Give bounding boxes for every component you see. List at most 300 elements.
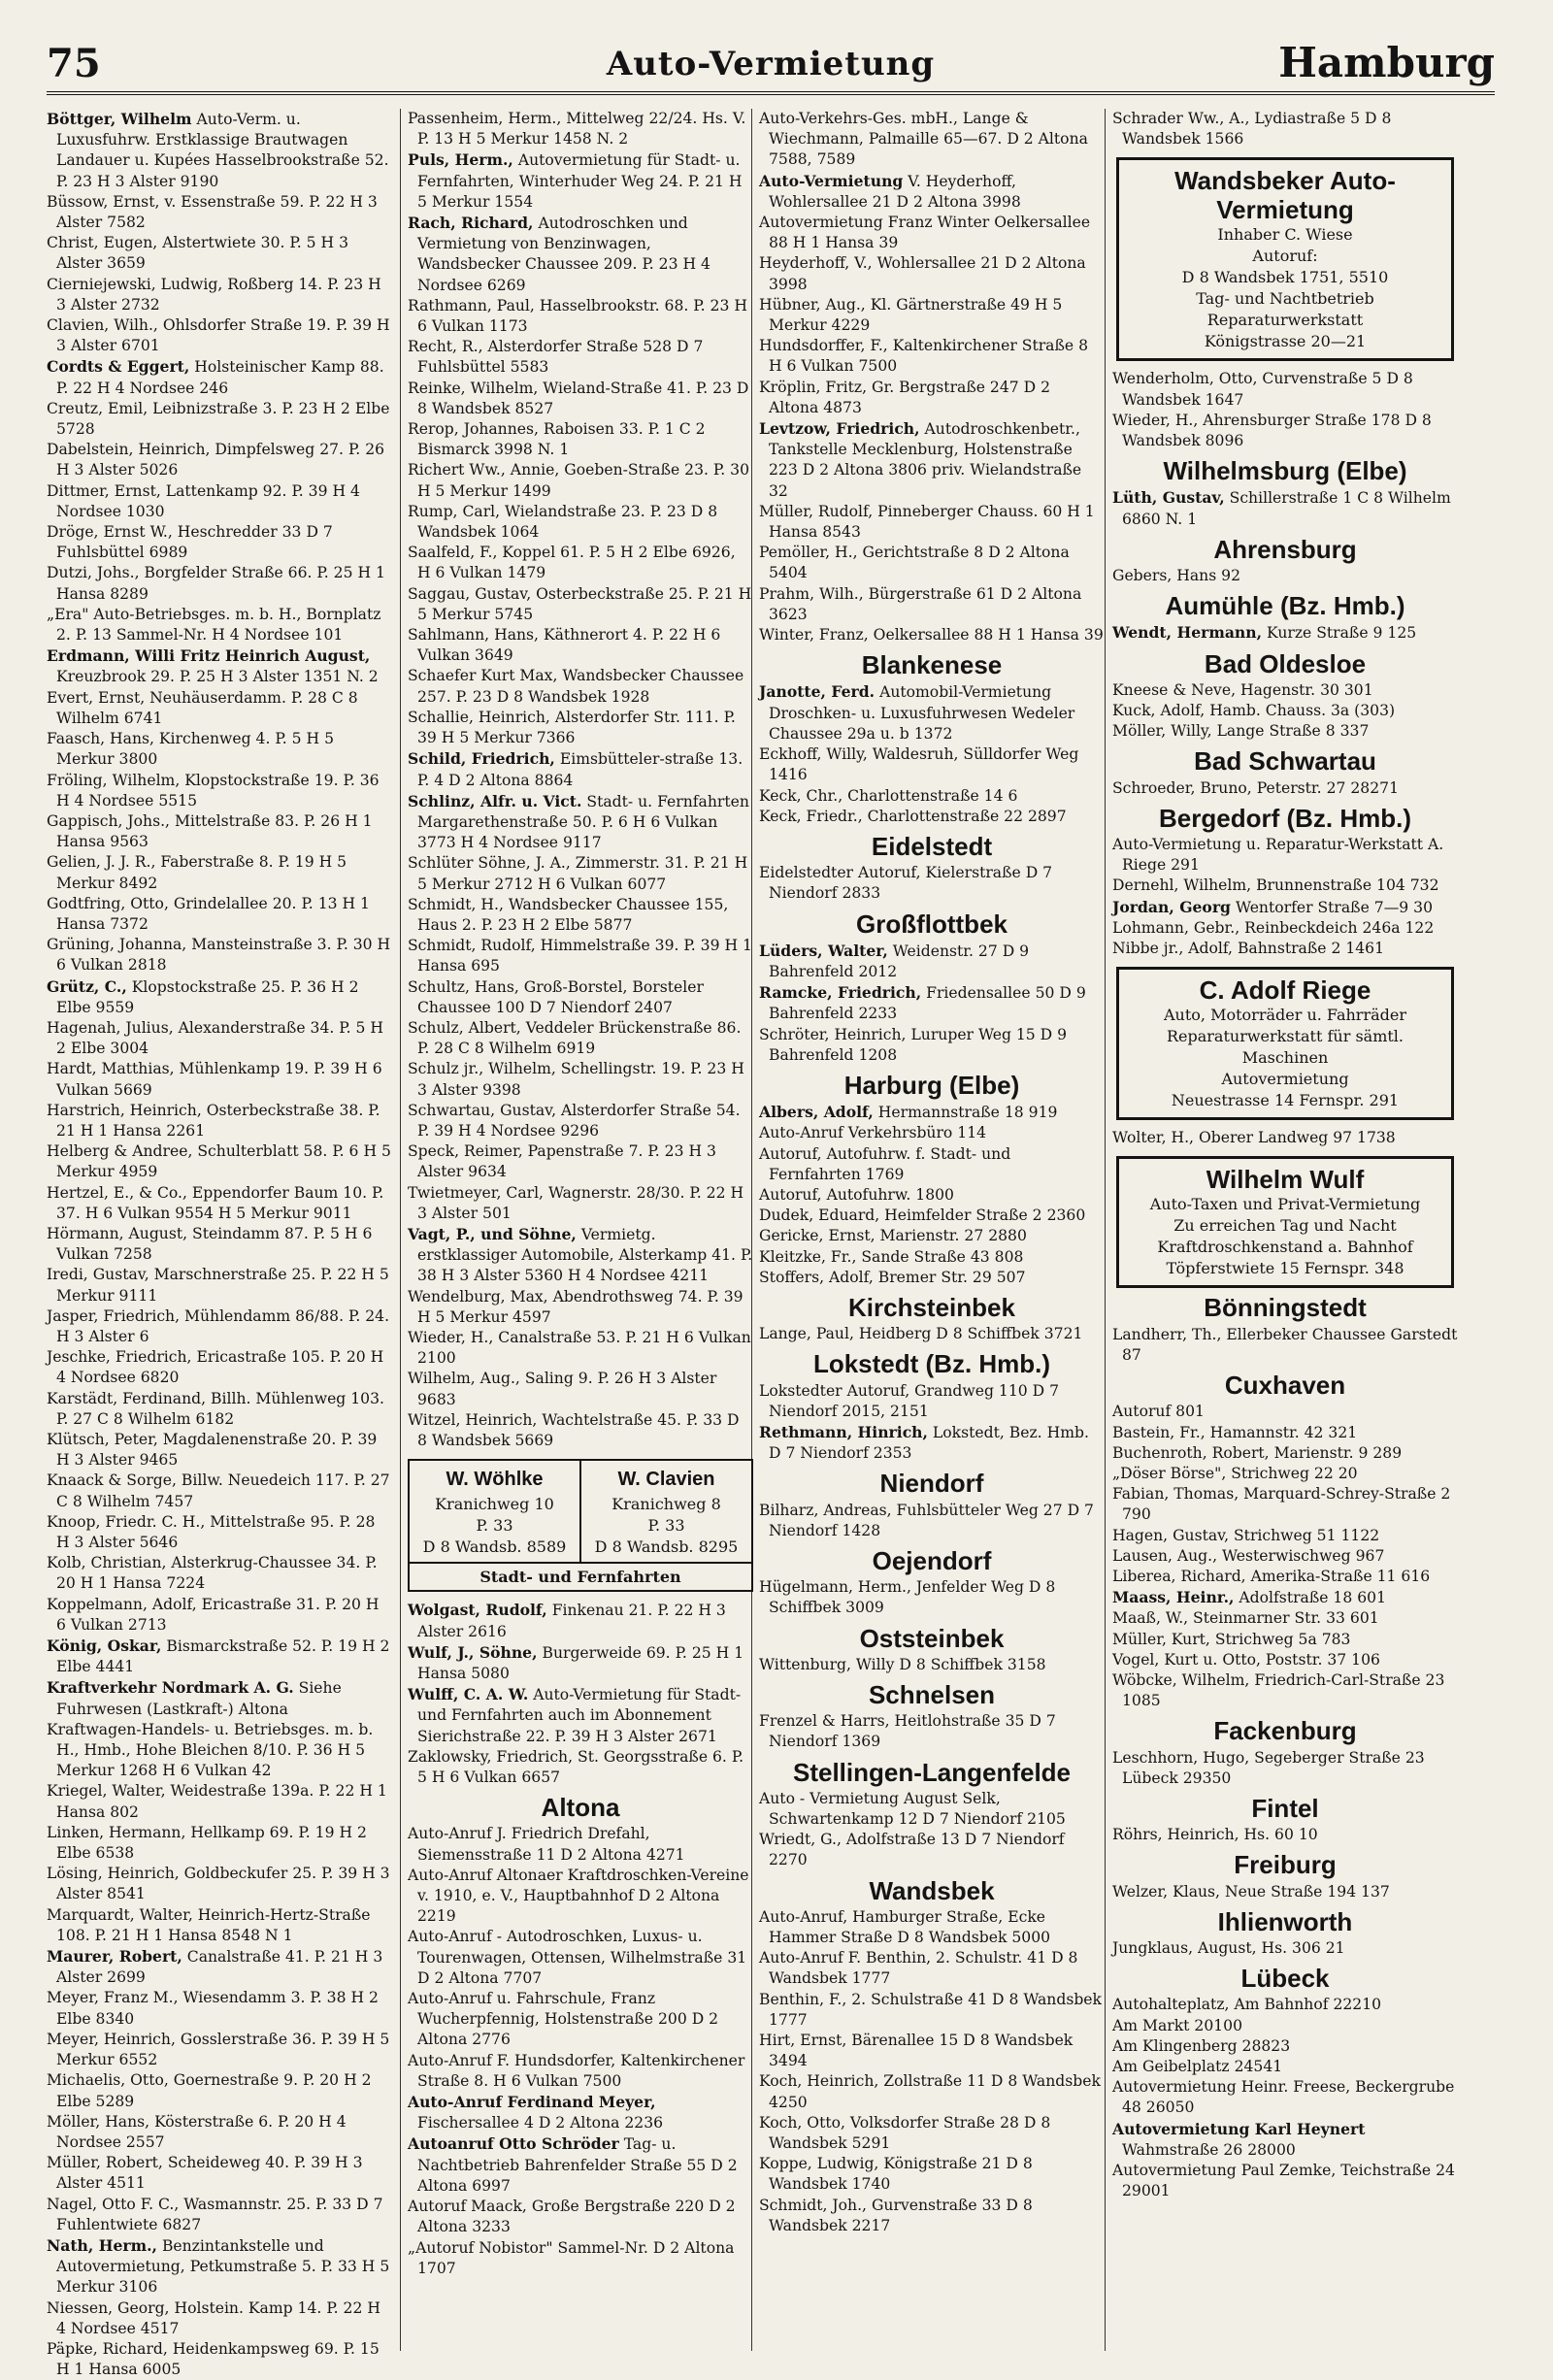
directory-entry: [1112, 1484, 1458, 1525]
entry-details: Holsteinischer Kamp 88. P. 22 H 4 Nordsee 246: [56, 358, 384, 397]
entry-details: Leschhorn, Hugo, Segeberger Straße 23 Lübeck 29350: [1112, 1748, 1425, 1787]
entry-details: Helberg & Andree, Schulterblatt 58. P. 6 H 5 Merkur 4959: [47, 1142, 391, 1181]
directory-entry: [1112, 897, 1458, 918]
ad-title: W. Wöhlke: [446, 1469, 544, 1491]
directory-entry: [47, 2235, 392, 2298]
entry-details: Schmidt, Rudolf, Himmelstraße 39. P. 39 H 1 Hansa 695: [408, 937, 752, 975]
directory-entry: [47, 1946, 392, 1988]
directory-entry: [1112, 1402, 1458, 1422]
entry-details: Prahm, Wilh., Bürgerstraße 61 D 2 Altona 3623: [759, 584, 1082, 623]
directory-entry: [759, 1226, 1105, 1246]
directory-entry: [408, 853, 753, 894]
ad-line: Töpferstwiete 15 Fernspr. 348: [1166, 1259, 1404, 1278]
directory-entry: [759, 1144, 1105, 1185]
entry-name: Auto-Anruf Ferdinand Meyer,: [408, 2093, 656, 2112]
directory-entry: [408, 379, 753, 419]
ad-line: Kranichweg 8: [611, 1495, 721, 1514]
town-heading: Bergedorf (Bz. Hmb.): [1159, 803, 1411, 833]
directory-entry: [47, 1389, 392, 1430]
directory-entry: [47, 1677, 392, 1719]
entry-details: Gelien, J. J. R., Faberstraße 8. P. 19 H 5 Merkur 8492: [47, 853, 347, 892]
directory-entry: [1112, 487, 1458, 529]
entry-details: Auto - Vermietung August Selk, Schwartenkamp 12 D 7 Niendorf 2105: [759, 1789, 1066, 1829]
ad-title: C. Adolf Riege: [1199, 975, 1371, 1006]
directory-entry: [408, 502, 753, 543]
entry-details: Röhrs, Heinrich, Hs. 60 10: [1112, 1826, 1318, 1844]
entry-details: Twietmeyer, Carl, Wagnerstr. 28/30. P. 22 H 3 Alster 501: [408, 1183, 744, 1222]
entry-details: Wenderholm, Otto, Curvenstraße 5 D 8 Wandsbek 1647: [1112, 370, 1413, 409]
advertisement-box: [410, 1461, 581, 1562]
entry-details: Recht, R., Alsterdorfer Straße 528 D 7 Fuhlsbüttel 5583: [408, 338, 704, 377]
directory-entry: [47, 976, 392, 1018]
directory-entry: [408, 419, 753, 460]
entry-details: Auto-Vermietung u. Reparatur-Werkstatt A. Riege 291: [1112, 836, 1444, 875]
directory-entry: [1112, 411, 1458, 451]
entry-details: Schillerstraße 1 C 8 Wilhelm 6860 N. 1: [1122, 489, 1451, 528]
entry-details: Hagen, Gustav, Strichweg 51 1122: [1112, 1526, 1380, 1544]
directory-entry: [47, 440, 392, 480]
entry-details: Hirt, Ernst, Bärenallee 15 D 8 Wandsbek 3494: [759, 2032, 1074, 2070]
directory-entry: [408, 1824, 753, 1865]
entry-details: Kreuzbrook 29. P. 25 H 3 Alster 1351 N. 2: [56, 668, 379, 686]
entry-details: Wendelburg, Max, Abendrothsweg 74. P. 39 H 5 Merkur 4597: [408, 1287, 743, 1326]
directory-entry: [47, 2298, 392, 2339]
entry-details: Wilhelm, Aug., Saling 9. P. 26 H 3 Alster 9683: [408, 1370, 717, 1408]
entry-name: Albers, Adolf,: [759, 1103, 874, 1122]
ad-line: Zu erreichen Tag und Nacht: [1173, 1216, 1397, 1236]
entry-details: Tag- u. Nachtbetrieb Bahrenfelder Straße 55 D 2 Altona 6997: [417, 2135, 738, 2195]
directory-entry: [47, 935, 392, 975]
directory-entry: [47, 688, 392, 729]
entry-details: Kolb, Christian, Alsterkrug-Chaussee 34. P. 20 H 1 Hansa 7224: [47, 1554, 378, 1593]
entry-details: Karstädt, Ferdinand, Billh. Mühlenweg 103. P. 27 C 8 Wilhelm 6182: [47, 1389, 384, 1428]
directory-entry: [47, 1430, 392, 1471]
entry-details: Vermietg. erstklassiger Automobile, Alsterkamp 41. P. 38 H 3 Alster 5360 H 4 Nordsee 4211: [417, 1225, 753, 1285]
directory-entry: [759, 1655, 1105, 1675]
entry-name: Nath, Herm.,: [47, 2235, 157, 2255]
directory-entry: [1112, 1567, 1458, 1587]
entry-name: Levtzow, Friedrich,: [759, 419, 920, 439]
town-heading: Bad Schwartau: [1194, 746, 1376, 777]
ad-line: Autovermietung: [1221, 1070, 1349, 1089]
entry-details: Hörmann, August, Steindamm 87. P. 5 H 6 Vulkan 7258: [47, 1224, 373, 1264]
directory-entry: [1112, 1464, 1458, 1484]
entry-details: Kneese & Neve, Hagenstr. 30 301: [1112, 680, 1373, 699]
entry-details: Rathmann, Paul, Hasselbrookstr. 68. P. 23 H 6 Vulkan 1173: [408, 296, 747, 336]
entry-details: Christ, Eugen, Alstertwiete 30. P. 5 H 3 Alster 3659: [47, 234, 349, 273]
entry-name: Ramcke, Friedrich,: [759, 983, 922, 1003]
ad-line: P. 33: [476, 1516, 513, 1536]
entry-details: Schmidt, H., Wandsbecker Chaussee 155, Haus 2. P. 23 H 2 Elbe 5877: [408, 895, 729, 934]
directory-entry: [1112, 2119, 1458, 2161]
entry-details: Saalfeld, F., Koppel 61. P. 5 H 2 Elbe 6926, H 6 Vulkan 1479: [408, 544, 736, 582]
directory-entry: [47, 522, 392, 563]
town-heading: Oststeinbek: [859, 1623, 1005, 1653]
entry-details: Cierniejewski, Ludwig, Roßberg 14. P. 23 H 3 Alster 2732: [47, 275, 381, 314]
entry-details: Auto-Anruf, Hamburger Straße, Ecke Hammer Straße D 8 Wandsbek 5000: [759, 1907, 1051, 1947]
entry-details: Nagel, Otto F. C., Wasmannstr. 25. P. 33 D 7 Fuhlentwiete 6827: [47, 2195, 383, 2233]
entry-details: Schrader Ww., A., Lydiastraße 5 D 8 Wandsbek 1566: [1112, 110, 1392, 149]
entry-details: „Autoruf Nobistor" Sammel-Nr. D 2 Altona 1707: [408, 2238, 735, 2277]
entry-details: Winter, Franz, Oelkersallee 88 H 1 Hansa 39: [759, 626, 1104, 645]
ad-line: Reparaturwerkstatt: [1206, 311, 1364, 330]
directory-entry: [408, 625, 753, 666]
town-heading: Altona: [541, 1793, 620, 1823]
entry-details: Nibbe jr., Adolf, Bahnstraße 2 1461: [1112, 940, 1385, 958]
entry-name: Autoanruf Otto Schröder: [408, 2134, 619, 2154]
entry-details: Auto-Anruf - Autodroschken, Luxus- u. Tourenwagen, Ottensen, Wilhelmstraße 31 D 2 Altona 7707: [408, 1928, 747, 1987]
entry-details: Kurze Straße 9 125: [1267, 624, 1417, 643]
entry-details: Benzintankstelle und Autovermietung, Petkumstraße 5. P. 33 H 5 Merkur 3106: [56, 2236, 390, 2297]
entry-details: Sahlmann, Hans, Käthnerort 4. P. 22 H 6 Vulkan 3649: [408, 626, 721, 665]
entry-details: Meyer, Heinrich, Gosslerstraße 36. P. 39 H 5 Merkur 6552: [47, 2030, 390, 2069]
entry-details: Autoruf, Autofuhrw. f. Stadt- und Fernfahrten 1769: [759, 1144, 1011, 1183]
entry-name: Maass, Heinr.,: [1112, 1588, 1235, 1607]
entry-details: Siehe Fuhrwesen (Lastkraft-) Altona: [56, 1679, 342, 1718]
directory-entry: [1112, 2161, 1458, 2201]
entry-details: Autodroschken und Vermietung von Benzinwagen, Wandsbecker Chaussee 209. P. 23 H 4 Nordsee 6269: [417, 215, 710, 294]
entry-details: Schallie, Heinrich, Alsterdorfer Str. 111. P. 39 H 5 Merkur 7366: [408, 708, 736, 747]
directory-entry: [408, 1989, 753, 2051]
directory-entry: [408, 977, 753, 1018]
directory-entry: [759, 2071, 1105, 2112]
town-heading: Wilhelmsburg (Elbe): [1163, 456, 1407, 486]
entry-details: Wieder, H., Ahrensburger Straße 178 D 8 Wandsbek 8096: [1112, 411, 1432, 450]
directory-entry: [759, 1990, 1105, 2031]
ad-line: D 8 Wandsb. 8589: [422, 1537, 567, 1557]
entry-details: Canalstraße 41. P. 21 H 3 Alster 2699: [56, 1948, 383, 1987]
directory-entry: [408, 791, 753, 854]
entry-details: Keck, Friedr., Charlottenstraße 22 2897: [759, 807, 1067, 825]
directory-entry: [759, 1422, 1105, 1464]
directory-entry: [408, 1369, 753, 1409]
column-3: [759, 109, 1105, 2361]
directory-entry: [408, 213, 753, 296]
entry-details: Kriegel, Walter, Weidestraße 139a. P. 22 H 1 Hansa 802: [47, 1782, 387, 1821]
entry-details: Wittenburg, Willy D 8 Schiffbek 3158: [759, 1655, 1046, 1673]
directory-entry: [1112, 876, 1458, 896]
directory-entry: [1112, 369, 1458, 410]
ad-title: Wilhelm Wulf: [1206, 1165, 1365, 1195]
entry-details: Clavien, Wilh., Ohlsdorfer Straße 19. P. 39 H 3 Alster 6701: [47, 316, 390, 355]
directory-entry: [759, 1185, 1105, 1206]
entry-details: Zaklowsky, Friedrich, St. Georgsstraße 6. P. 5 H 6 Vulkan 6657: [408, 1747, 744, 1787]
ad-line: Kranichweg 10: [435, 1495, 554, 1514]
directory-entry: [1112, 1995, 1458, 2015]
advertisement-box: [1116, 967, 1454, 1120]
directory-entry: [408, 936, 753, 976]
town-heading: Stellingen-Langenfelde: [792, 1757, 1072, 1787]
entry-details: Speck, Reimer, Papenstraße 7. P. 23 H 3 Alster 9634: [408, 1142, 716, 1181]
directory-entry: [759, 543, 1105, 583]
entry-details: Stoffers, Adolf, Bremer Str. 29 507: [759, 1268, 1026, 1286]
directory-entry: [408, 1684, 753, 1747]
directory-entry: [408, 895, 753, 936]
entry-details: Grüning, Johanna, Mansteinstraße 3. P. 30 H 6 Vulkan 2818: [47, 936, 391, 975]
town-heading: Freiburg: [1234, 1850, 1337, 1880]
column-divider: [400, 109, 401, 2351]
directory-entry: [1112, 1423, 1458, 1443]
directory-entry: [1112, 1825, 1458, 1845]
entry-details: Dutzi, Johs., Borgfelder Straße 66. P. 25 H 1 Hansa 8289: [47, 564, 385, 603]
entry-details: Michaelis, Otto, Goernestraße 9. P. 20 H 2 Elbe 5289: [47, 2071, 372, 2110]
town-heading: Kirchsteinbek: [848, 1292, 1015, 1322]
entry-name: Wendt, Hermann,: [1112, 623, 1263, 643]
entry-details: Dröge, Ernst W., Heschredder 33 D 7 Fuhlsbüttel 6989: [47, 523, 333, 562]
directory-entry: [47, 771, 392, 811]
directory-entry: [759, 1025, 1105, 1066]
entry-details: Hügelmann, Herm., Jenfelder Weg D 8 Schiffbek 3009: [759, 1578, 1056, 1617]
directory-entry: [408, 543, 753, 583]
directory-entry: [759, 418, 1105, 502]
directory-entry: [408, 337, 753, 378]
entry-name: Schlinz, Alfr. u. Vict.: [408, 791, 582, 810]
entry-details: Meyer, Franz M., Wiesendamm 3. P. 38 H 2 Elbe 8340: [47, 1989, 379, 2028]
directory-entry: [1112, 939, 1458, 959]
entry-details: V. Heyderhoff, Wohlersallee 21 D 2 Altona 3998: [769, 172, 1021, 211]
entry-details: Kleitzke, Fr., Sande Straße 43 808: [759, 1247, 1024, 1266]
entry-details: Schulz jr., Wilhelm, Schellingstr. 19. P. 23 H 3 Alster 9398: [408, 1060, 744, 1099]
directory-entry: [408, 1642, 753, 1684]
directory-entry: [47, 1224, 392, 1265]
directory-entry: [47, 852, 392, 893]
entry-name: Autovermietung Karl Heynert: [1112, 2119, 1366, 2138]
column-1: [47, 109, 392, 2379]
directory-entry: [1112, 1526, 1458, 1546]
directory-entry: [408, 2092, 753, 2133]
entry-details: Heyderhoff, V., Wohlersallee 21 D 2 Altona 3998: [759, 254, 1086, 293]
entry-details: Dudek, Eduard, Heimfelder Straße 2 2360: [759, 1207, 1086, 1225]
directory-entry: [47, 1101, 392, 1141]
entry-details: Koch, Otto, Volksdorfer Straße 28 D 8 Wandsbek 5291: [759, 2113, 1051, 2153]
directory-entry: [1112, 1128, 1458, 1148]
entry-name: Böttger, Wilhelm: [47, 110, 192, 128]
directory-entry: [759, 2154, 1105, 2195]
directory-entry: [1112, 2057, 1458, 2077]
directory-entry: [47, 1988, 392, 2029]
entry-details: Autovermietung Franz Winter Oelkersallee 88 H 1 Hansa 39: [759, 214, 1091, 252]
directory-entry: [47, 1823, 392, 1864]
entry-details: Niessen, Georg, Holstein. Kamp 14. P. 22 H 4 Nordsee 4517: [47, 2298, 380, 2337]
directory-entry: [759, 1711, 1105, 1752]
entry-details: Adolfstraße 18 601: [1239, 1589, 1386, 1607]
directory-entry: [759, 1123, 1105, 1143]
ad-line: P. 33: [647, 1516, 685, 1536]
ad-line: Auto, Motorräder u. Fahrräder: [1164, 1006, 1406, 1025]
directory-entry: [47, 563, 392, 604]
entry-details: Kraftwagen-Handels- u. Betriebsges. m. b. H., Hmb., Hohe Bleichen 8/10. P. 36 H 5 Merkur 1268 H 6 Vulkan 42: [47, 1720, 374, 1780]
entry-details: Lokstedter Autoruf, Grandweg 110 D 7 Niendorf 2015, 2151: [759, 1381, 1060, 1420]
directory-entry: [759, 1907, 1105, 1948]
directory-entry: [47, 1905, 392, 1946]
directory-entry: [1112, 566, 1458, 586]
entry-details: Schwartau, Gustav, Alsterdorfer Straße 54. P. 39 H 4 Nordsee 9296: [408, 1101, 741, 1140]
town-heading: Fackenburg: [1213, 1716, 1357, 1746]
entry-details: Schaefer Kurt Max, Wandsbecker Chaussee 257. P. 23 D 8 Wandsbek 1928: [408, 667, 744, 706]
directory-entry: [47, 1059, 392, 1100]
directory-entry: [47, 729, 392, 770]
directory-entry: [47, 1781, 392, 1822]
entry-details: Eidelstedter Autoruf, Kielerstraße D 7 Niendorf 2833: [759, 864, 1053, 903]
entry-details: Autoruf, Autofuhrw. 1800: [759, 1185, 954, 1204]
entry-name: Wolgast, Rudolf,: [408, 1601, 547, 1620]
ad-line: Neuestrasse 14 Fernspr. 291: [1171, 1091, 1400, 1110]
entry-details: Auto-Anruf F. Hundsdorfer, Kaltenkirchener Straße 8. H 6 Vulkan 7500: [408, 2051, 745, 2090]
directory-entry: [47, 109, 392, 192]
town-heading: Schnelsen: [868, 1680, 996, 1710]
town-heading: Niendorf: [879, 1469, 984, 1499]
town-heading: Harburg (Elbe): [843, 1070, 1020, 1100]
directory-entry: [759, 213, 1105, 253]
directory-entry: [408, 708, 753, 748]
directory-entry: [47, 1183, 392, 1224]
directory-entry: [408, 2197, 753, 2237]
directory-entry: [408, 149, 753, 213]
entry-details: „Döser Börse", Strichweg 22 20: [1112, 1464, 1358, 1482]
directory-entry: [47, 233, 392, 274]
directory-entry: [1112, 680, 1458, 701]
directory-entry: [759, 625, 1105, 645]
entry-name: Vagt, P., und Söhne,: [408, 1224, 577, 1243]
entry-details: Schmidt, Joh., Gurvenstraße 33 D 8 Wandsbek 2217: [759, 2196, 1033, 2234]
entry-details: Lausen, Aug., Westerwischweg 967: [1112, 1546, 1385, 1565]
column-divider: [1105, 109, 1106, 2351]
entry-details: Müller, Rudolf, Pinneberger Chauss. 60 H 1 Hansa 8543: [759, 502, 1095, 542]
entry-name: Wulf, J., Söhne,: [408, 1642, 538, 1662]
advertisement-box: [1116, 1156, 1454, 1288]
entry-details: Evert, Ernst, Neuhäuserdamm. P. 28 C 8 Wilhelm 6741: [47, 688, 358, 727]
ad-line: D 8 Wandsb. 8295: [594, 1537, 739, 1557]
directory-entry: [47, 645, 392, 687]
directory-entry: [759, 1830, 1105, 1870]
ad-line: Autoruf:: [1252, 247, 1318, 266]
entry-details: Dernehl, Wilhelm, Brunnenstraße 104 732: [1112, 876, 1439, 895]
directory-entry: [759, 1501, 1105, 1541]
directory-entry: [47, 1512, 392, 1553]
directory-entry: [408, 1328, 753, 1369]
entry-name: Maurer, Robert,: [47, 1947, 182, 1967]
entry-details: Müller, Kurt, Strichweg 5a 783: [1112, 1630, 1351, 1648]
entry-details: Autohalteplatz, Am Bahnhof 22210: [1112, 1996, 1382, 2014]
directory-entry: [47, 2070, 392, 2111]
entry-details: Am Markt 20100: [1112, 2016, 1243, 2034]
directory-entry: [1112, 1938, 1458, 1959]
entry-details: Koppelmann, Adolf, Ericastraße 31. P. 20 H 6 Vulkan 2713: [47, 1595, 380, 1634]
directory-entry: [47, 2030, 392, 2070]
page-number: 75: [47, 41, 101, 86]
town-heading: Lübeck: [1240, 1964, 1330, 1994]
entry-details: Klütsch, Peter, Magdalenenstraße 20. P. 39 H 3 Alster 9465: [47, 1431, 378, 1470]
entry-details: Schroeder, Bruno, Peterstr. 27 28271: [1112, 778, 1399, 797]
directory-entry: [759, 2031, 1105, 2071]
entry-details: Bismarckstraße 52. P. 19 H 2 Elbe 4441: [56, 1637, 390, 1676]
directory-entry: [408, 460, 753, 501]
directory-entry: [759, 171, 1105, 213]
directory-entry: [408, 584, 753, 625]
directory-entry: [759, 1268, 1105, 1288]
directory-entry: [47, 192, 392, 233]
entry-details: Benthin, F., 2. Schulstraße 41 D 8 Wandsbek 1777: [759, 1990, 1102, 2029]
entry-name: Lüders, Walter,: [759, 941, 888, 960]
entry-details: Hübner, Aug., Kl. Gärtnerstraße 49 H 5 Merkur 4229: [759, 295, 1063, 335]
directory-entry: [1112, 1546, 1458, 1567]
town-heading: Aumühle (Bz. Hmb.): [1165, 591, 1405, 621]
entry-details: Hundsdorffer, F., Kaltenkirchener Straße 8 H 6 Vulkan 7500: [759, 337, 1088, 376]
entry-details: Kuck, Adolf, Hamb. Chauss. 3a (303): [1112, 702, 1396, 720]
city-heading: Hamburg: [1278, 39, 1495, 86]
directory-entry: [759, 1206, 1105, 1226]
directory-entry: [47, 1471, 392, 1511]
entry-details: Am Geibelplatz 24541: [1112, 2057, 1283, 2075]
directory-entry: [408, 2238, 753, 2279]
entry-name: Jordan, Georg: [1112, 897, 1231, 916]
directory-entry: [408, 1018, 753, 1059]
entry-details: Wriedt, G., Adolfstraße 13 D 7 Niendorf 2270: [759, 1831, 1065, 1869]
directory-entry: [408, 1600, 753, 1641]
directory-entry: [759, 1577, 1105, 1618]
entry-details: Auto-Verm. u. Luxusfuhrw. Erstklassige Brautwagen Landauer u. Kupées Hasselbrookstraße 52. P. 23 H 3 Alster 9190: [56, 111, 389, 190]
directory-entry: [759, 2113, 1105, 2154]
town-heading: Bad Oldesloe: [1204, 648, 1367, 678]
entry-details: Passenheim, Herm., Mittelweg 22/24. Hs. V. P. 13 H 5 Merkur 1458 N. 2: [408, 110, 746, 149]
directory-entry: [1112, 835, 1458, 876]
directory-entry: [759, 253, 1105, 294]
entry-details: Auto-Anruf Verkehrsbüro 114: [759, 1124, 987, 1142]
directory-entry: [408, 1059, 753, 1100]
entry-details: Gebers, Hans 92: [1112, 567, 1241, 585]
directory-entry: [759, 1102, 1105, 1123]
directory-entry: [759, 941, 1105, 982]
entry-details: Möller, Willy, Lange Straße 8 337: [1112, 722, 1370, 741]
entry-name: Kraftverkehr Nordmark A. G.: [47, 1678, 294, 1698]
directory-entry: [759, 1324, 1105, 1344]
entry-details: Harstrich, Heinrich, Osterbeckstraße 38. P. 21 H 1 Hansa 2261: [47, 1101, 380, 1140]
town-heading: Wandsbek: [869, 1875, 995, 1905]
entry-details: Knaack & Sorge, Billw. Neuedeich 117. P. 27 C 8 Wilhelm 7457: [47, 1471, 390, 1510]
directory-entry: [47, 1306, 392, 1347]
entry-details: Schultz, Hans, Groß-Borstel, Borsteler Chaussee 100 D 7 Niendorf 2407: [408, 977, 704, 1016]
town-heading: Ihlienworth: [1217, 1906, 1353, 1936]
directory-entry: [1112, 109, 1458, 149]
ad-line: Reparaturwerkstatt für sämtl. Maschinen: [1166, 1027, 1404, 1068]
ad-title: Wandsbeker Auto-Vermietung: [1174, 166, 1396, 225]
entry-details: Büssow, Ernst, v. Essenstraße 59. P. 22 H 3 Alster 7582: [47, 192, 378, 232]
town-heading: Blankenese: [861, 650, 1003, 680]
directory-entry: [408, 1224, 753, 1287]
entry-details: Müller, Robert, Scheideweg 40. P. 39 H 3 Alster 4511: [47, 2154, 363, 2193]
town-heading: Cuxhaven: [1224, 1371, 1346, 1401]
directory-entry: [1112, 1443, 1458, 1464]
entry-details: Linken, Hermann, Hellkamp 69. P. 19 H 2 Elbe 6538: [47, 1823, 367, 1863]
entry-name: König, Oskar,: [47, 1636, 162, 1656]
directory-entry: [1112, 2077, 1458, 2118]
entry-details: Hardt, Matthias, Mühlenkamp 19. P. 39 H 6 Vulkan 5669: [47, 1060, 382, 1099]
directory-entry: [759, 502, 1105, 543]
directory-entry: [759, 1948, 1105, 1989]
entry-details: Buchenroth, Robert, Marienstr. 9 289: [1112, 1443, 1403, 1462]
directory-entry: [759, 744, 1105, 785]
entry-details: Jeschke, Friedrich, Ericastraße 105. P. 20 H 4 Nordsee 6820: [47, 1348, 384, 1387]
entry-name: Auto-Vermietung: [759, 171, 904, 190]
ad-line: D 8 Wandsbek 1751, 5510: [1181, 268, 1389, 287]
directory-entry: [1112, 1630, 1458, 1650]
entry-details: Keck, Chr., Charlottenstraße 14 6: [759, 786, 1018, 805]
entry-details: Iredi, Gustav, Marschnerstraße 25. P. 22 H 5 Merkur 9111: [47, 1266, 389, 1305]
entry-details: Lokstedt, Bez. Hmb. D 7 Niendorf 2353: [769, 1423, 1089, 1463]
entry-details: Fabian, Thomas, Marquard-Schrey-Straße 2 790: [1112, 1485, 1451, 1524]
directory-entry: [759, 109, 1105, 171]
town-heading: Großflottbek: [856, 909, 1008, 939]
